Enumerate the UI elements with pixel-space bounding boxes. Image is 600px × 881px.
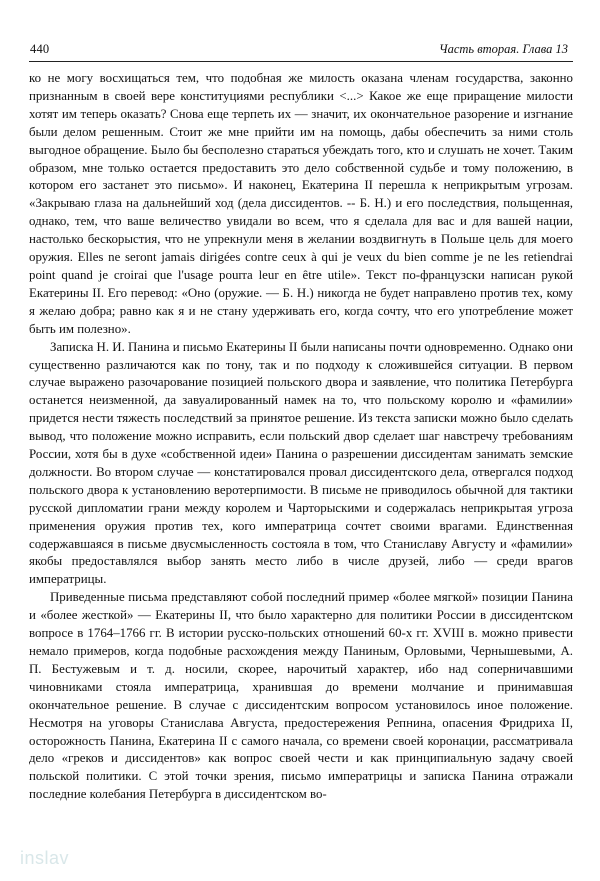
paragraph-continuation: ко не могу восхищаться тем, что подобная же милость оказана членам государства, законно признанным в своей вере конституциями республики <...> Какое же еще приращение милости хотят им теперь оказать? Снова еще терпеть их — значит, их окончательное разорение и изгнание были делом решенным. Стоит же мне прийти им на помощь, дабы обеспечить за ними столь выгодное обращение. Было бы бесполезно стараться убеждать того, кто и слушать не хочет. Таким образом, мне только остается предоставить это дело собственной судьбе и тому положению, в котором его застанет это письмо». И наконец, Екатерина II перешла к неприкрытым угрозам. «Закрываю глаза на дальнейший ход (дела диссидентов. -- Б. Н.) и его последствия, польщенная, однако, тем, что ваше величество увидали во всем, что я сделала для вас и для вашей нации, настолько бескорыстия, что не упрекнули меня в желании воздвигнуть в Польше цель для моего оружия. Elles ne seront jamais dirigées contre ceux à qui je veux du bien comme je ne les retiendrai point quand je croirai que l'usage pourra leur en être utile». Текст по-французски написан рукой Екатерины II. Его перевод: «Оно (оружие. — Б. Н.) никогда не будет направлено против тех, кому я желаю добра; равно как я и не стану удерживать его, когда сочту, что его употребление может быть им полезно».	[29, 71, 573, 336]
text-body	[29, 70, 573, 804]
header-rule	[29, 61, 573, 62]
page-number: 440	[30, 42, 50, 56]
running-title: Часть вторая. Глава 13	[438, 42, 568, 56]
page-header	[0, 42, 600, 62]
paragraph-letters-analysis: Приведенные письма представляют собой последний пример «более мягкой» позиции Панина и «более жесткой» — Екатерины II, что было характерно для политики России в диссидентском вопросе в 1764–1766 гг. В истории русско-польских отношений 60-х гг. XVIII в. можно привести немало примеров, когда подобные расхождения между Паниным, Орловыми, Чернышевыми, А. П. Бестужевым и т. д. носили, скорее, нарочитый характер, ибо над соперничавшими чиновниками стояла императрица, хранившая до времени молчание и принимавшая окончательное решение. В случае с диссидентским вопросом установилось иное положение. Несмотря на уговоры Станислава Августа, предостережения Репнина, опасения Фридриха II, осторожность Панина, Екатерина II с самого начала, со времени своей коронации, рассматривала дело «греков и диссидентов» как вопрос своей чести и как принципиальную задачу своей польской политики. С этой точки зрения, письмо императрицы и записка Панина отражали последние колебания Петербурга в диссидентском во-	[29, 590, 573, 802]
paragraph-panin-note: Записка Н. И. Панина и письмо Екатерины II были написаны почти одновременно. Однако они существенно различаются как по тону, так и по подходу к сложившейся ситуации. В первом случае выражено разочарование позицией польского двора и заявление, что политика Петербурга останется неизменной, да завуалированный намек на то, что польскому королю и «фамилии» придется нести тяжесть последствий за принятое решение. Из текста записки можно было сделать вывод, что положение можно исправить, если польский двор сделает шаг навстречу требованиям России, хотя бы в духе «собственной идеи» Панина о разрешении диссидентам занимать земские должности. Во втором случае — констатировался провал диссидентского дела, отвергался подход польского двора к установлению веротерпимости. В письме не приводилось обычной для тактики русской дипломатии грани между королем и Чарторыскими и содержалась неприкрытая угроза применения оружия против тех, кого императрица сочтет своими врагами. Единственная содержавшаяся в письме двусмысленность состояла в том, что Станиславу Августу и «фамилии» якобы предоставлялся выбор занять место либо в числе друзей, либо — среди врагов императрицы.	[29, 339, 573, 587]
watermark: inslav	[20, 848, 70, 868]
